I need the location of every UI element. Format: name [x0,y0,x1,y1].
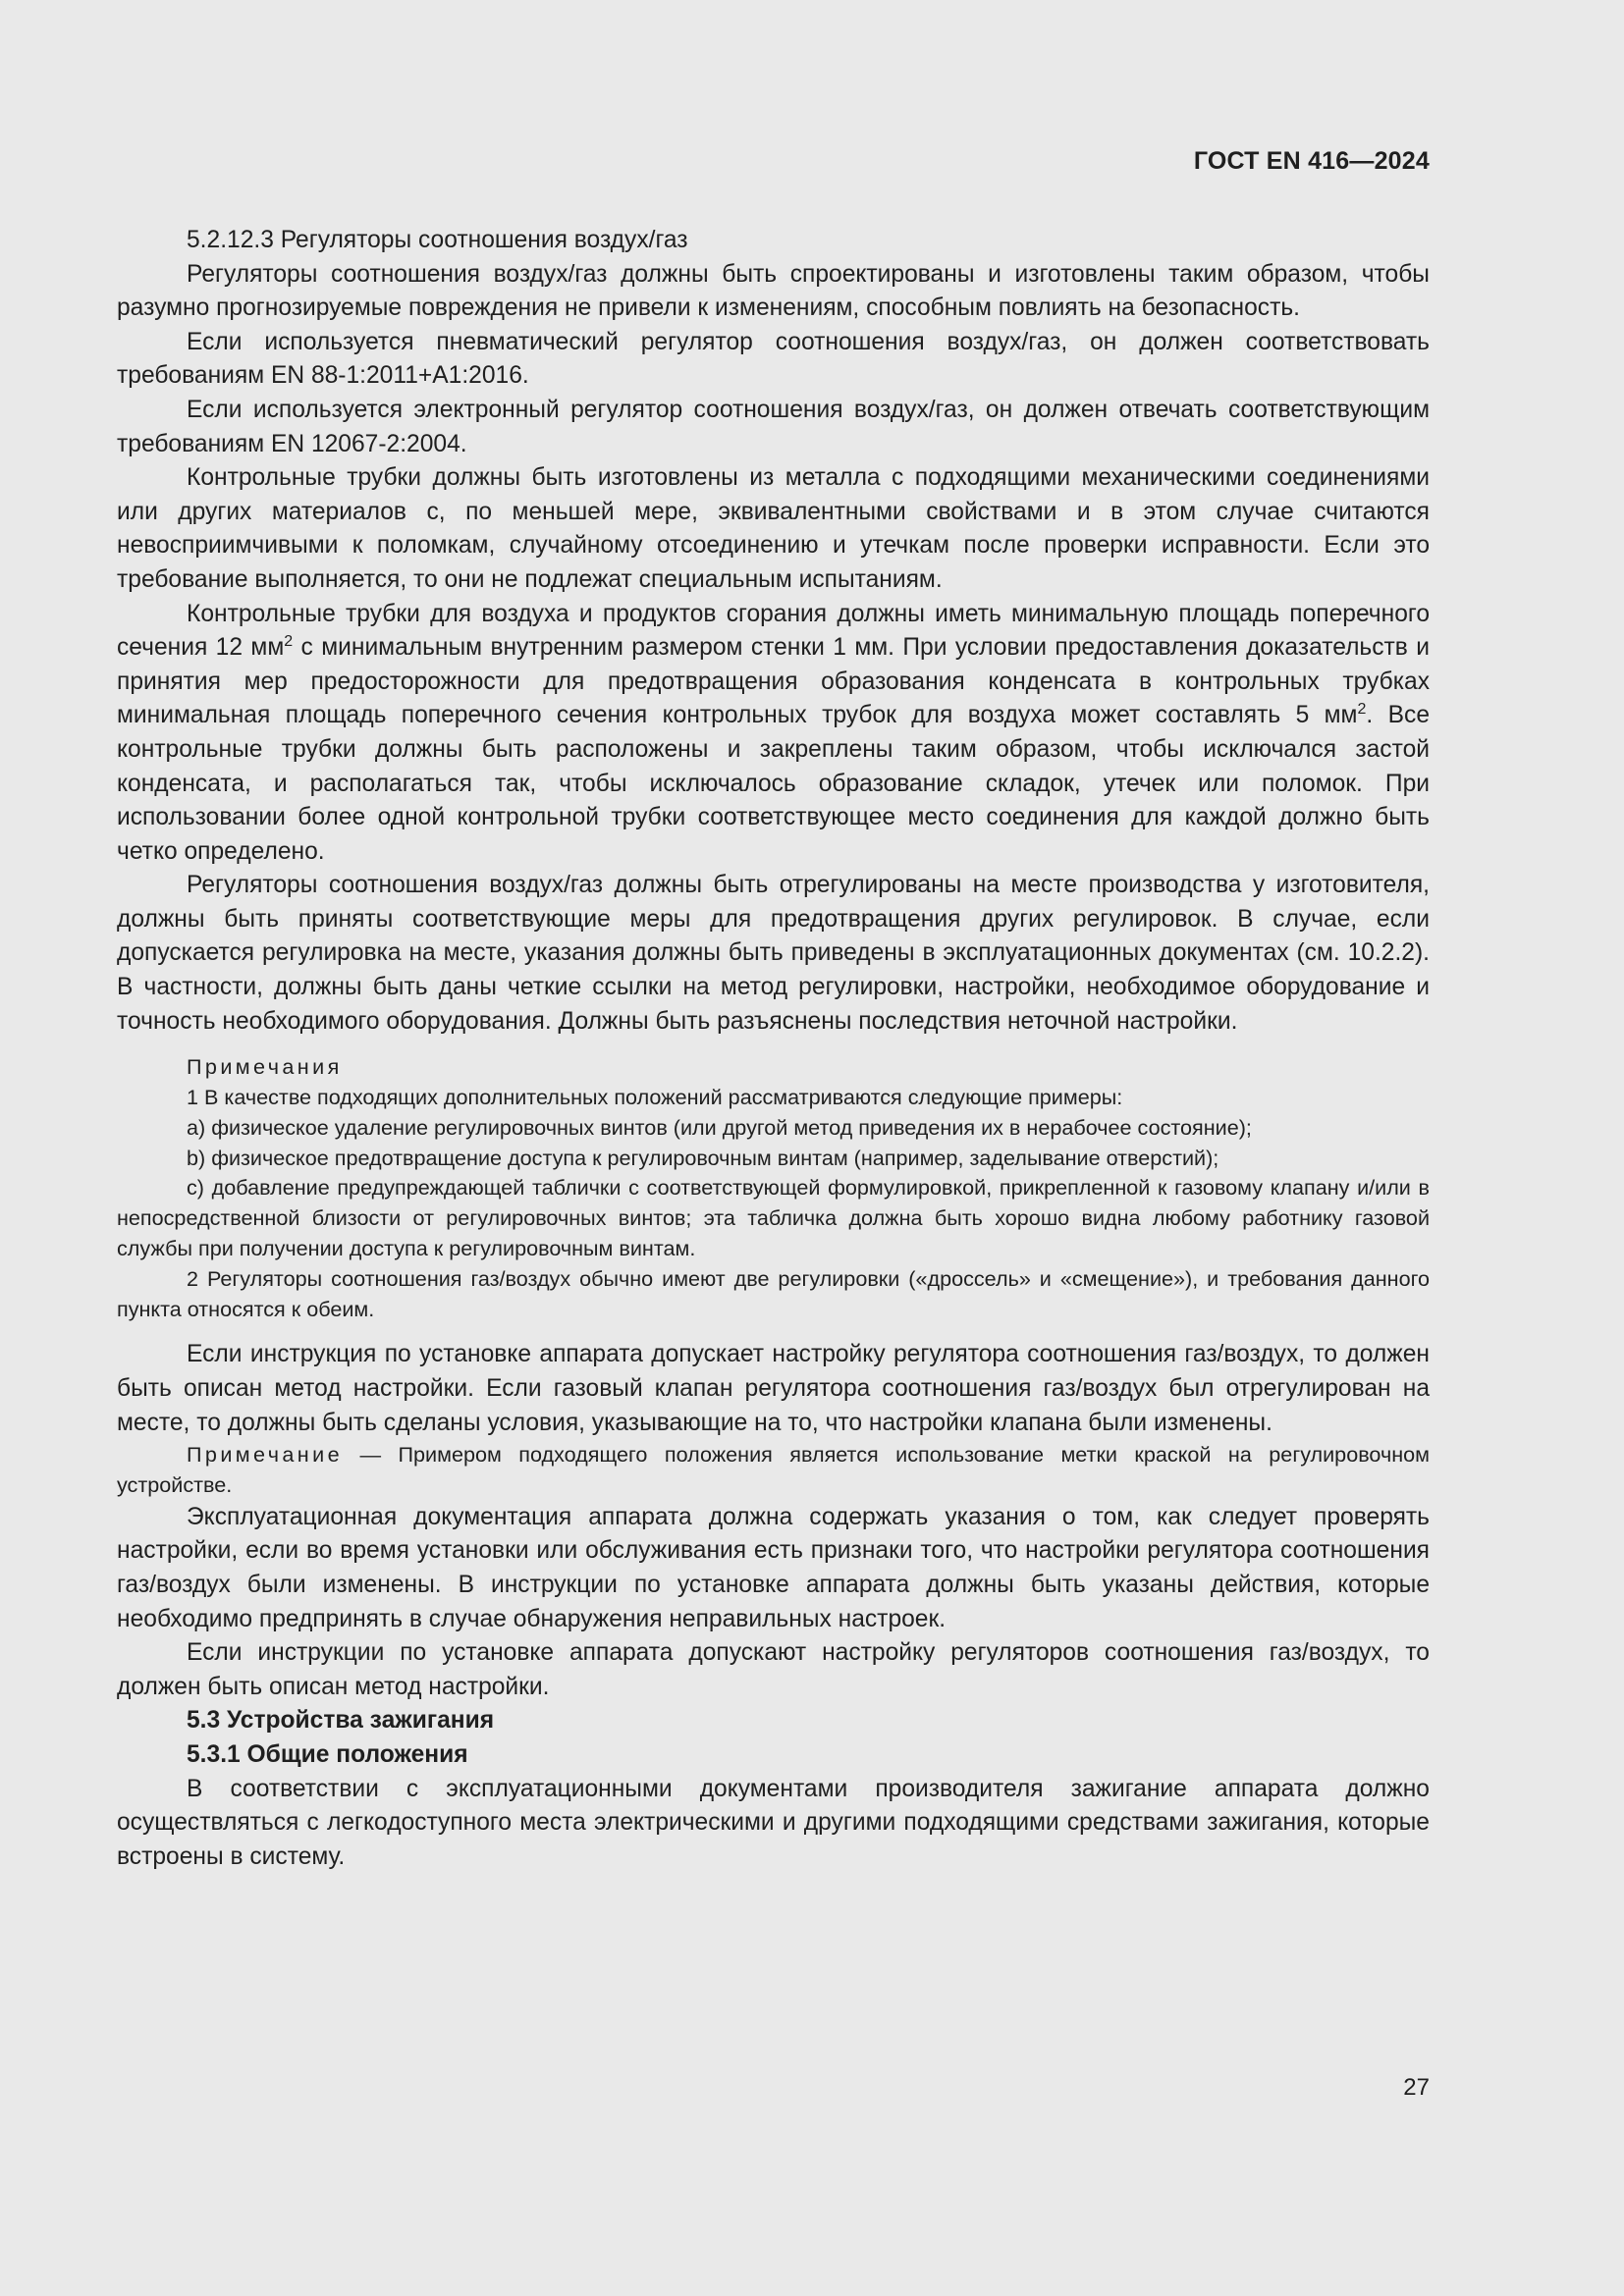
section-title-5-3: 5.3 Устройства зажигания [187,1707,495,1735]
paragraph-control-tubes-cross-section [117,598,1430,870]
paragraph-pneumatic-regulator: Если используется пневматический регулятор соотношения воздух/газ, он должен соответствовать требованиям EN 88-1:2011+A1:2016. [117,328,1430,390]
paragraph-factory-adjustment: Регуляторы соотношения воздух/газ должны быть отрегулированы на месте производства у изготовителя, должны быть приняты соответствующие меры для предотвращения других регулировок. В случае, если допускается регулировка на месте, указания должны быть приведены в эксплуатационных документах (см. 10.2.2). В частности, должны быть даны четкие ссылки на метод регулировки, настройки, необходимое оборудование и точность необходимого оборудования. Должны быть разъяснены последствия неточной настройки. [117,872,1430,1035]
superscript: 2 [1357,701,1367,719]
note-label: Примечание [187,1442,343,1468]
note-1-item-c: c) добавление предупреждающей таблички с соответствующей формулировкой, прикрепленной к газовому клапану и/или в непосредственной близости от регулировочных винтов; эта табличка должна быть хорошо видна любому работнику газовой службы при получении доступа к регулировочным винтам. [117,1175,1430,1261]
note-text: — Примером подходящего положения является использование метки краской на регулировочном устройстве. [117,1442,1430,1497]
paragraph-installation-instructions: Если инструкции по установке аппарата допускают настройку регуляторов соотношения газ/воздух, то должен быть описан метод настройки. [117,1639,1430,1700]
subsection-title-5-2-12-3: 5.2.12.3 Регуляторы соотношения воздух/газ [187,227,688,253]
document-body [117,224,1430,1874]
page-number: 27 [1403,2074,1430,2101]
paragraph-text-part: с минимальным внутренним размером стенки 1 мм. При условии предоставления доказательств и принятия мер предосторожности для предотвращения образования конденсата в контрольных трубках минимальная площадь поперечного сечения контрольных трубок для воздуха может составлять 5 мм [117,634,1430,729]
note-2: 2 Регуляторы соотношения газ/воздух обычно имеют две регулировки («дроссель» и «смещение»), и требования данного пункта относятся к обеим. [117,1265,1430,1321]
paragraph-design-requirements: Регуляторы соотношения воздух/газ должны быть спроектированы и изготовлены таким образом, чтобы разумно прогнозируемые повреждения не привели к изменениям, способным повлиять на безопасность. [117,260,1430,322]
paragraph-operating-documentation: Эксплуатационная документация аппарата должна содержать указания о том, как следует проверять настройки, если во время установки или обслуживания есть признаки того, что настройки регулятора соотношения газ/воздух были изменены. В инструкции по установке аппарата должны быть указаны действия, которые необходимо предпринять в случае обнаружения неправильных настроек. [117,1503,1430,1632]
paragraph-text-part: Контрольные трубки для воздуха и продуктов сгорания должны иметь минимальную площадь поперечного сечения 12 мм [117,600,1430,662]
note-1: 1 В качестве подходящих дополнительных положений рассматриваются следующие примеры: [187,1085,1123,1110]
superscript: 2 [284,633,294,651]
notes-block [117,1052,1430,1324]
paragraph-electronic-regulator: Если используется электронный регулятор соотношения воздух/газ, он должен отвечать соответствующим требованиям EN 12067-2:2004. [117,396,1430,457]
paragraph-text-part: . Все контрольные трубки должны быть расположены и закреплены таким образом, чтобы исключался застой конденсата, и располагаться так, чтобы исключалось образование складок, утечек или поломок. При использовании более одной контрольной трубки соответствующее место соединения для каждой должно быть четко определено. [117,702,1431,865]
paragraph-ignition-general: В соответствии с эксплуатационными документами производителя зажигание аппарата должно осуществляться с легкодоступного места электрическими и другими подходящими средствами зажигания, которые встроены в систему. [117,1775,1430,1870]
subsection-title-5-3-1: 5.3.1 Общие положения [187,1740,468,1768]
paragraph-control-tubes-material: Контрольные трубки должны быть изготовлены из металла с подходящими механическими соединениями или других материалов с, по меньшей мере, эквивалентными свойствами и в этом случае считаются невосприимчивыми к поломкам, случайному отсоединению и утечкам после проверки исправности. Если это требование выполняется, то они не подлежат специальным испытаниям. [117,464,1430,593]
notes-title: Примечания [187,1054,343,1080]
note-1-item-a: a) физическое удаление регулировочных винтов (или другой метод приведения их в нерабочее состояние); [187,1114,1252,1140]
paragraph-installation-adjustment: Если инструкция по установке аппарата допускает настройку регулятора соотношения газ/воздух, то должен быть описан метод настройки. Если газовый клапан регулятора соотношения газ/воздух был отрегулирован на месте, то должны быть сделаны условия, указывающие на то, что настройки клапана были изменены. [117,1341,1430,1436]
note-paint-mark [117,1440,1430,1501]
note-1-item-b: b) физическое предотвращение доступа к регулировочным винтам (например, заделывание отверстий); [187,1145,1219,1170]
document-header-id: ГОСТ EN 416—2024 [1193,147,1430,175]
